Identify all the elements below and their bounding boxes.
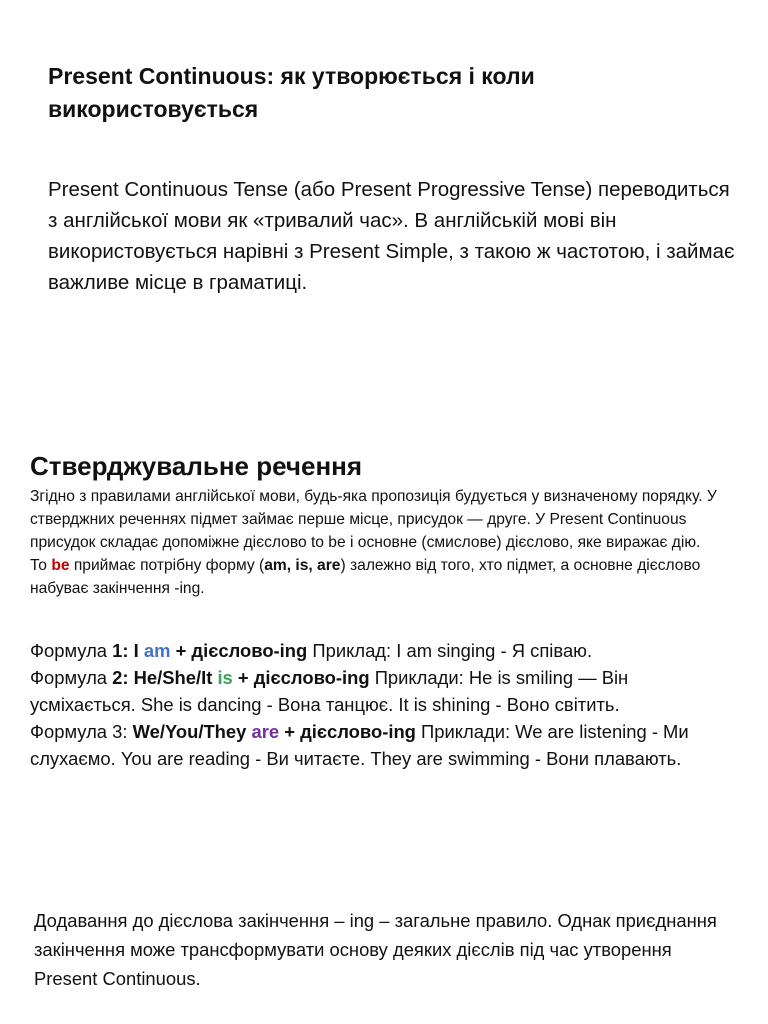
formula-1-verb: + дієслово-ing [170,640,308,661]
formula-1-aux: am [143,640,171,661]
affirmative-text-part2: приймає потрібну форму ( [69,557,265,574]
formula-2-aux: is [217,667,233,688]
formula-3-subject: We/You/They [132,721,252,742]
footer-note: Додавання до дієслова закінчення – ing – загальне правило. Однак приєднання закінчення може трансформувати основу деяких дієслів під час утворення Present Continuous. [34,910,717,989]
intro-paragraph: Present Continuous Tense (або Present Progressive Tense) переводиться з англійської мови як «тривалий час». В англійській мові він використовується нарівні з Present Simple, з такою ж частотою, і займає важливе місце в граматиці. [48,178,735,294]
formula-3-label: Формула 3: [30,721,133,742]
formula-3 [30,721,689,769]
formula-1-label: Формула [30,640,113,661]
formula-3-examples: Приклади: We are listening - Ми слухаємо. You are reading - Ви читаєте. They are swimming - Вони плавають. [30,721,689,769]
formula-3-aux: are [251,721,280,742]
formulas-block [30,637,710,772]
formula-2-number: 2: [112,667,129,688]
formula-2-verb: + дієслово-ing [232,667,370,688]
affirmative-text-part1: Згідно з правилами англійської мови, будь-яка пропозиція будується у визначеному порядку. У стверджних реченнях підмет займає перше місце, присудок — друге. У Present Continuous присудок складає допоміжне дієслово to be і основне (смислове) дієслово, яке виражає дію. То [30,488,717,574]
formula-3-verb: + дієслово-ing [279,721,416,742]
formula-2 [30,667,628,715]
formula-2-subject: He/She/It [128,667,218,688]
verb-forms: am, is, are [264,557,341,574]
section-heading-affirmative: Стверджувальне речення [30,451,363,481]
formula-1-subject: I [128,640,144,661]
formula-1-examples: Приклад: I am singing - Я співаю. [307,640,593,661]
formula-1-number: 1: [112,640,129,661]
page-title: Present Continuous: як утворюється і коли використовується [48,63,535,122]
formula-2-examples: Приклади: He is smiling — Він усміхається. She is dancing - Вона танцює. It is shining - Воно світить. [30,667,629,715]
affirmative-paragraph [30,485,720,600]
be-highlight: be [51,557,70,574]
affirmative-text-part3: ) залежно від того, хто підмет, а основне дієслово набуває закінчення -ing. [30,557,701,597]
formula-1 [30,640,592,661]
formula-2-label: Формула [30,667,113,688]
